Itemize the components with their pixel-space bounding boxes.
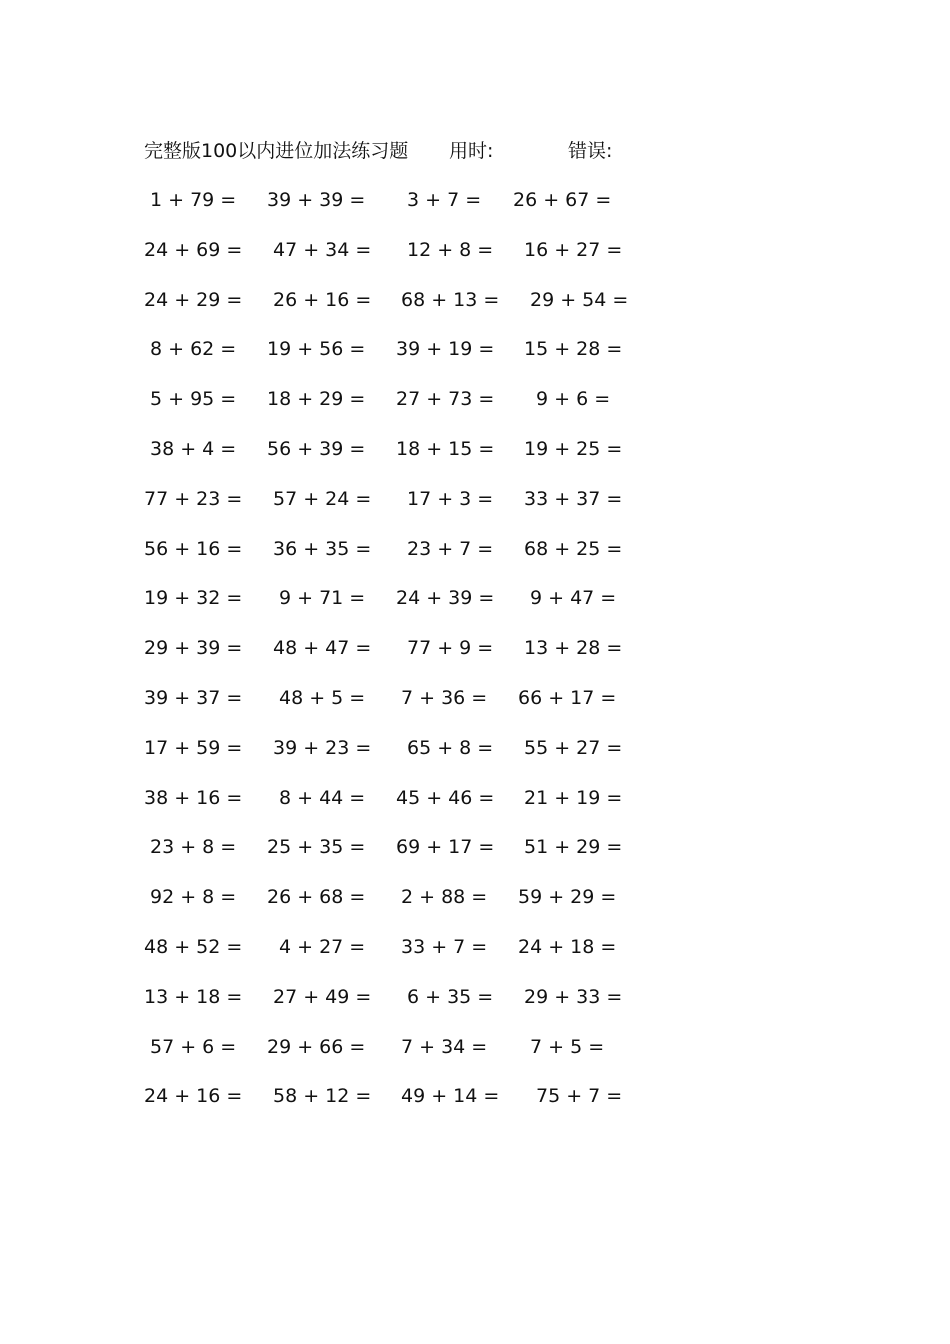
addition-problem: 24 + 16 = [144,1085,243,1108]
addition-problem: 24 + 69 = [144,238,243,261]
addition-problem: 39 + 19 = [396,338,495,361]
problem-row [0,882,950,932]
addition-problem: 29 + 39 = [144,637,243,660]
addition-problem: 39 + 23 = [273,736,372,759]
addition-problem: 18 + 15 = [396,437,495,460]
addition-problem: 51 + 29 = [524,836,623,859]
addition-problem: 7 + 36 = [401,686,488,709]
addition-problem: 29 + 54 = [530,288,629,311]
problem-row [0,534,950,584]
addition-problem: 17 + 59 = [144,736,243,759]
addition-problem: 59 + 29 = [518,886,617,909]
addition-problem: 38 + 4 = [150,437,237,460]
addition-problem: 23 + 8 = [150,836,237,859]
addition-problem: 18 + 29 = [267,388,366,411]
addition-problem: 13 + 18 = [144,985,243,1008]
addition-problem: 21 + 19 = [524,786,623,809]
problem-row [0,683,950,733]
addition-problem: 13 + 28 = [524,637,623,660]
problem-row [0,783,950,833]
addition-problem: 48 + 5 = [279,686,366,709]
addition-problem: 38 + 16 = [144,786,243,809]
problem-row [0,932,950,982]
addition-problem: 57 + 24 = [273,487,372,510]
addition-problem: 58 + 12 = [273,1085,372,1108]
addition-problem: 49 + 14 = [401,1085,500,1108]
addition-problem: 17 + 3 = [407,487,494,510]
addition-problem: 66 + 17 = [518,686,617,709]
problem-row [0,384,950,434]
addition-problem: 56 + 39 = [267,437,366,460]
addition-problem: 69 + 17 = [396,836,495,859]
addition-problem: 5 + 95 = [150,388,237,411]
addition-problem: 77 + 23 = [144,487,243,510]
problem-row [0,285,950,335]
addition-problem: 68 + 13 = [401,288,500,311]
addition-problem: 23 + 7 = [407,537,494,560]
addition-problem: 39 + 37 = [144,686,243,709]
problem-row [0,334,950,384]
addition-problem: 7 + 5 = [530,1035,605,1058]
problem-row [0,1032,950,1082]
problem-row [0,733,950,783]
addition-problem: 75 + 7 = [536,1085,623,1108]
addition-problem: 12 + 8 = [407,238,494,261]
problem-grid [0,185,950,1131]
addition-problem: 47 + 34 = [273,238,372,261]
addition-problem: 48 + 52 = [144,935,243,958]
addition-problem: 19 + 56 = [267,338,366,361]
problem-row [0,434,950,484]
problem-row [0,1081,950,1131]
addition-problem: 39 + 39 = [267,189,366,211]
addition-problem: 19 + 32 = [144,587,243,610]
addition-problem: 56 + 16 = [144,537,243,560]
addition-problem: 7 + 34 = [401,1035,488,1058]
addition-problem: 4 + 27 = [279,935,366,958]
addition-problem: 26 + 68 = [267,886,366,909]
addition-problem: 26 + 67 = [513,189,612,211]
addition-problem: 6 + 35 = [407,985,494,1008]
addition-problem: 29 + 33 = [524,985,623,1008]
addition-problem: 15 + 28 = [524,338,623,361]
problem-row [0,235,950,285]
addition-problem: 45 + 46 = [396,786,495,809]
problem-row [0,583,950,633]
addition-problem: 9 + 71 = [279,587,366,610]
addition-problem: 9 + 6 = [536,388,611,411]
addition-problem: 24 + 18 = [518,935,617,958]
addition-problem: 48 + 47 = [273,637,372,660]
errors-label: 错误: [568,140,613,162]
addition-problem: 24 + 39 = [396,587,495,610]
addition-problem: 33 + 37 = [524,487,623,510]
addition-problem: 65 + 8 = [407,736,494,759]
addition-problem: 2 + 88 = [401,886,488,909]
worksheet-title: 完整版100以内进位加法练习题 [144,140,409,162]
addition-problem: 3 + 7 = [407,189,482,211]
addition-problem: 24 + 29 = [144,288,243,311]
time-used-label: 用时: [449,140,494,162]
addition-problem: 77 + 9 = [407,637,494,660]
addition-problem: 57 + 6 = [150,1035,237,1058]
addition-problem: 16 + 27 = [524,238,623,261]
problem-row [0,982,950,1032]
addition-problem: 55 + 27 = [524,736,623,759]
addition-problem: 25 + 35 = [267,836,366,859]
addition-problem: 92 + 8 = [150,886,237,909]
addition-problem: 33 + 7 = [401,935,488,958]
addition-problem: 1 + 79 = [150,189,237,211]
addition-problem: 8 + 62 = [150,338,237,361]
addition-problem: 68 + 25 = [524,537,623,560]
problem-row [0,832,950,882]
addition-problem: 36 + 35 = [273,537,372,560]
worksheet-header [0,137,950,165]
problem-row [0,633,950,683]
addition-problem: 29 + 66 = [267,1035,366,1058]
addition-problem: 26 + 16 = [273,288,372,311]
problem-row [0,484,950,534]
addition-problem: 27 + 49 = [273,985,372,1008]
addition-problem: 19 + 25 = [524,437,623,460]
addition-problem: 8 + 44 = [279,786,366,809]
problem-row [0,185,950,235]
addition-problem: 9 + 47 = [530,587,617,610]
addition-problem: 27 + 73 = [396,388,495,411]
